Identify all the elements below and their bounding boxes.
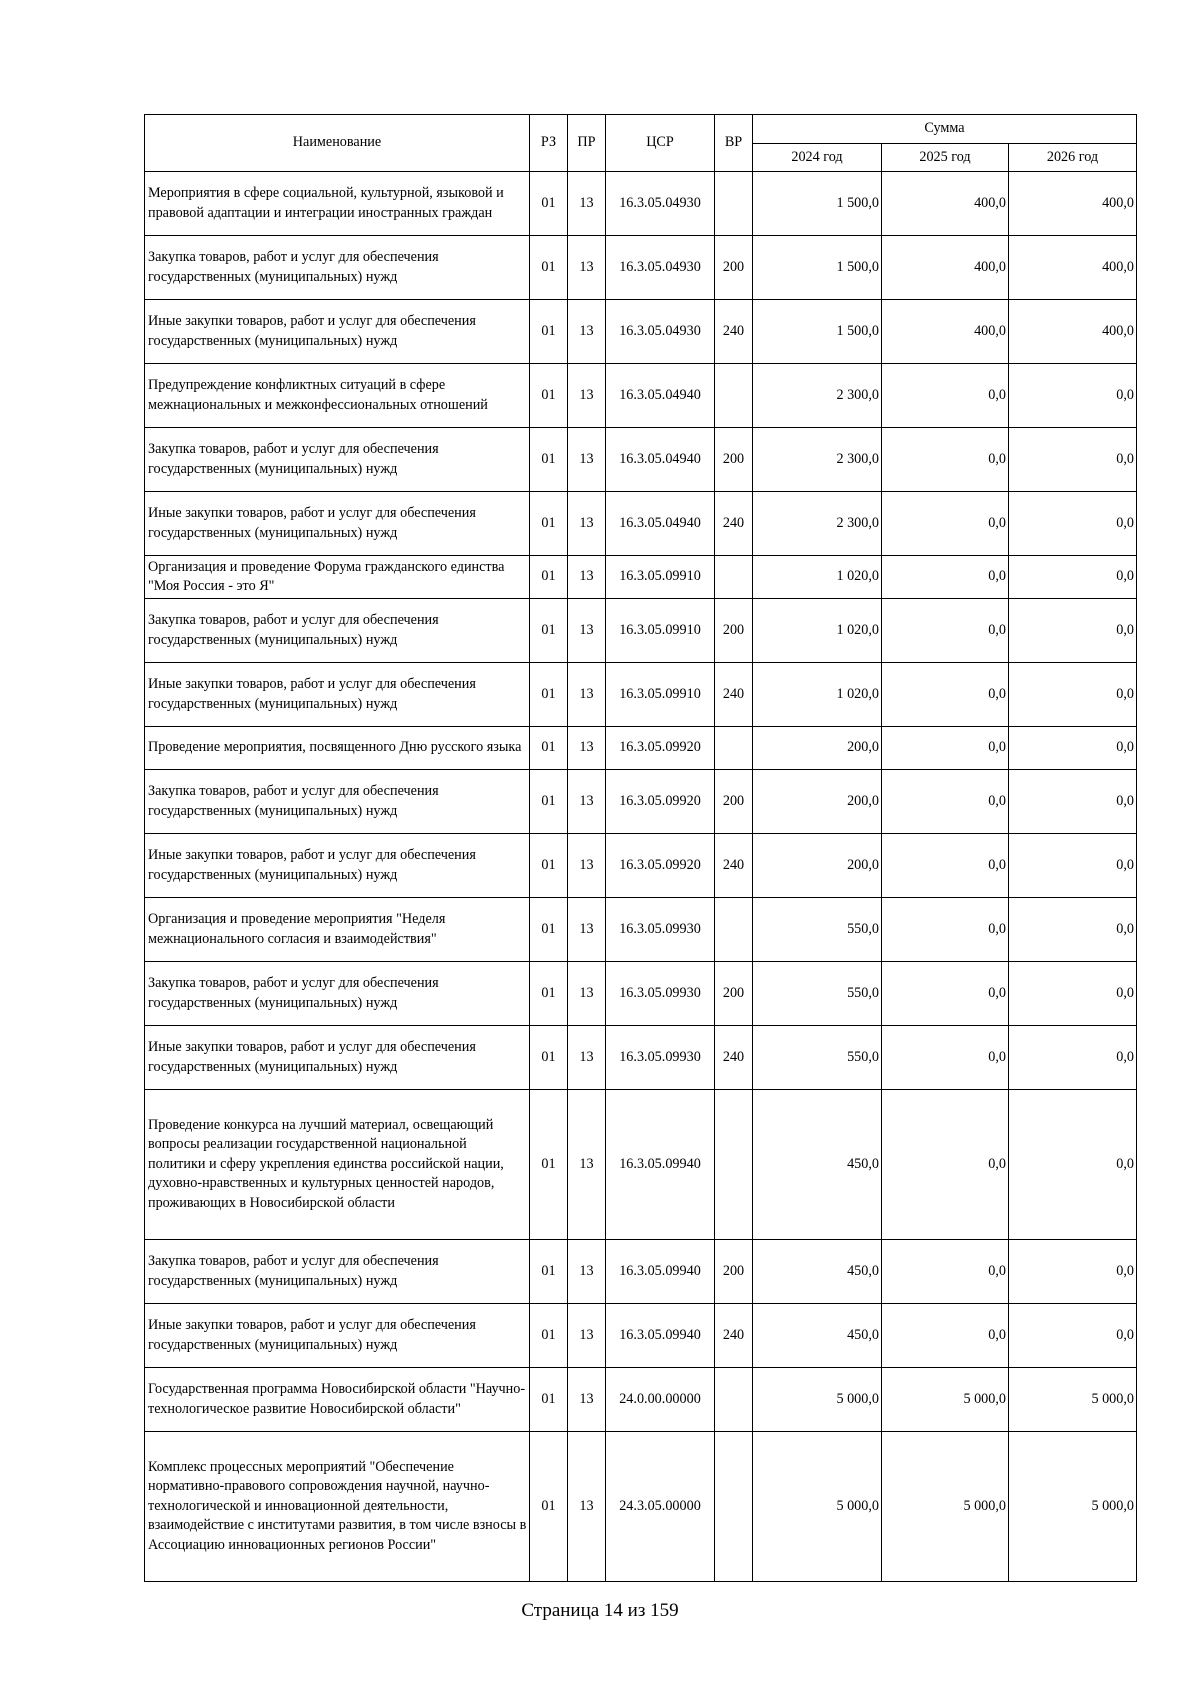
cell-2026: 0,0 — [1009, 1026, 1137, 1090]
cell-2026: 0,0 — [1009, 1090, 1137, 1240]
cell-rz: 01 — [530, 770, 568, 834]
header-2024: 2024 год — [753, 144, 882, 172]
table-body — [145, 172, 1137, 1582]
table-row — [145, 492, 1137, 556]
table-row — [145, 1026, 1137, 1090]
table-row — [145, 1368, 1137, 1432]
cell-csr: 16.3.05.04930 — [606, 172, 715, 236]
cell-pr: 13 — [568, 364, 606, 428]
cell-csr: 16.3.05.09910 — [606, 599, 715, 663]
cell-vr — [715, 1090, 753, 1240]
cell-vr: 240 — [715, 663, 753, 727]
cell-pr: 13 — [568, 727, 606, 770]
cell-2026: 0,0 — [1009, 962, 1137, 1026]
cell-name: Иные закупки товаров, работ и услуг для обеспечения государственных (муниципальных) нужд — [145, 663, 530, 727]
cell-rz: 01 — [530, 1090, 568, 1240]
cell-csr: 24.0.00.00000 — [606, 1368, 715, 1432]
cell-csr: 16.3.05.09920 — [606, 770, 715, 834]
cell-2024: 2 300,0 — [753, 364, 882, 428]
cell-2026: 0,0 — [1009, 898, 1137, 962]
cell-2026: 5 000,0 — [1009, 1432, 1137, 1582]
table-row — [145, 599, 1137, 663]
cell-rz: 01 — [530, 599, 568, 663]
cell-2026: 400,0 — [1009, 236, 1137, 300]
cell-vr — [715, 556, 753, 599]
cell-2026: 0,0 — [1009, 599, 1137, 663]
cell-vr: 240 — [715, 300, 753, 364]
cell-pr: 13 — [568, 1090, 606, 1240]
cell-2026: 0,0 — [1009, 428, 1137, 492]
cell-vr — [715, 1432, 753, 1582]
cell-2024: 1 020,0 — [753, 599, 882, 663]
header-csr: ЦСР — [606, 115, 715, 172]
cell-2026: 0,0 — [1009, 1304, 1137, 1368]
cell-vr: 200 — [715, 962, 753, 1026]
cell-rz: 01 — [530, 1368, 568, 1432]
cell-name: Закупка товаров, работ и услуг для обеспечения государственных (муниципальных) нужд — [145, 236, 530, 300]
cell-rz: 01 — [530, 172, 568, 236]
cell-2026: 0,0 — [1009, 834, 1137, 898]
cell-pr: 13 — [568, 898, 606, 962]
cell-2024: 1 020,0 — [753, 556, 882, 599]
header-vr: ВР — [715, 115, 753, 172]
table-row — [145, 172, 1137, 236]
cell-2024: 550,0 — [753, 1026, 882, 1090]
cell-csr: 16.3.05.09910 — [606, 556, 715, 599]
cell-rz: 01 — [530, 236, 568, 300]
cell-rz: 01 — [530, 1432, 568, 1582]
cell-2024: 1 020,0 — [753, 663, 882, 727]
cell-name: Комплекс процессных мероприятий "Обеспечение нормативно-правового сопровождения научной, научно-технологической и инновационной деятельности, взаимодействие с институтами развития, в том числе взносы в Ассоциацию инновационных регионов России" — [145, 1432, 530, 1582]
table-row — [145, 1432, 1137, 1582]
table-row — [145, 364, 1137, 428]
cell-name: Иные закупки товаров, работ и услуг для обеспечения государственных (муниципальных) нужд — [145, 834, 530, 898]
table-header — [145, 115, 1137, 172]
cell-2026: 400,0 — [1009, 300, 1137, 364]
cell-vr: 200 — [715, 599, 753, 663]
table-row — [145, 1304, 1137, 1368]
cell-vr — [715, 898, 753, 962]
cell-2026: 400,0 — [1009, 172, 1137, 236]
cell-pr: 13 — [568, 492, 606, 556]
cell-rz: 01 — [530, 898, 568, 962]
cell-2024: 2 300,0 — [753, 492, 882, 556]
cell-2025: 0,0 — [882, 364, 1009, 428]
cell-2024: 200,0 — [753, 834, 882, 898]
table-row — [145, 770, 1137, 834]
cell-name: Организация и проведение мероприятия "Неделя межнационального согласия и взаимодействия" — [145, 898, 530, 962]
cell-name: Закупка товаров, работ и услуг для обеспечения государственных (муниципальных) нужд — [145, 770, 530, 834]
cell-2025: 0,0 — [882, 1304, 1009, 1368]
cell-csr: 16.3.05.09910 — [606, 663, 715, 727]
table-row — [145, 300, 1137, 364]
cell-csr: 24.3.05.00000 — [606, 1432, 715, 1582]
cell-pr: 13 — [568, 770, 606, 834]
cell-rz: 01 — [530, 1240, 568, 1304]
cell-2025: 400,0 — [882, 172, 1009, 236]
cell-2024: 5 000,0 — [753, 1368, 882, 1432]
table-row — [145, 727, 1137, 770]
cell-pr: 13 — [568, 834, 606, 898]
cell-rz: 01 — [530, 492, 568, 556]
cell-2025: 0,0 — [882, 1240, 1009, 1304]
cell-csr: 16.3.05.09930 — [606, 1026, 715, 1090]
cell-csr: 16.3.05.04930 — [606, 300, 715, 364]
cell-2024: 450,0 — [753, 1090, 882, 1240]
cell-2025: 0,0 — [882, 599, 1009, 663]
cell-rz: 01 — [530, 834, 568, 898]
cell-2024: 550,0 — [753, 962, 882, 1026]
cell-vr: 200 — [715, 236, 753, 300]
header-pr: ПР — [568, 115, 606, 172]
cell-rz: 01 — [530, 300, 568, 364]
cell-pr: 13 — [568, 172, 606, 236]
cell-2024: 200,0 — [753, 770, 882, 834]
cell-vr: 200 — [715, 1240, 753, 1304]
cell-2026: 0,0 — [1009, 492, 1137, 556]
cell-csr: 16.3.05.04930 — [606, 236, 715, 300]
cell-name: Проведение конкурса на лучший материал, освещающий вопросы реализации государственной национальной политики и сферу укрепления единства российской нации, духовно-нравственных и культурных ценностей народов, проживающих в Новосибирской области — [145, 1090, 530, 1240]
cell-csr: 16.3.05.09940 — [606, 1304, 715, 1368]
cell-2026: 0,0 — [1009, 364, 1137, 428]
header-sum: Сумма — [753, 115, 1137, 144]
cell-pr: 13 — [568, 1368, 606, 1432]
cell-rz: 01 — [530, 727, 568, 770]
cell-name: Организация и проведение Форума гражданского единства "Моя Россия - это Я" — [145, 556, 530, 599]
cell-pr: 13 — [568, 1432, 606, 1582]
table-row — [145, 663, 1137, 727]
cell-2026: 0,0 — [1009, 1240, 1137, 1304]
cell-rz: 01 — [530, 663, 568, 727]
cell-vr — [715, 1368, 753, 1432]
cell-rz: 01 — [530, 364, 568, 428]
cell-2024: 1 500,0 — [753, 172, 882, 236]
cell-2025: 0,0 — [882, 898, 1009, 962]
cell-2025: 5 000,0 — [882, 1432, 1009, 1582]
cell-pr: 13 — [568, 1026, 606, 1090]
cell-2026: 0,0 — [1009, 556, 1137, 599]
cell-2025: 0,0 — [882, 727, 1009, 770]
cell-2025: 0,0 — [882, 962, 1009, 1026]
cell-pr: 13 — [568, 556, 606, 599]
budget-table — [144, 114, 1137, 1582]
cell-vr: 240 — [715, 834, 753, 898]
table-row — [145, 1090, 1137, 1240]
header-2026: 2026 год — [1009, 144, 1137, 172]
cell-name: Закупка товаров, работ и услуг для обеспечения государственных (муниципальных) нужд — [145, 1240, 530, 1304]
cell-2025: 0,0 — [882, 428, 1009, 492]
cell-2024: 200,0 — [753, 727, 882, 770]
table-row — [145, 1240, 1137, 1304]
cell-vr: 200 — [715, 770, 753, 834]
cell-2025: 0,0 — [882, 770, 1009, 834]
cell-name: Мероприятия в сфере социальной, культурной, языковой и правовой адаптации и интеграции иностранных граждан — [145, 172, 530, 236]
cell-2024: 5 000,0 — [753, 1432, 882, 1582]
cell-2026: 5 000,0 — [1009, 1368, 1137, 1432]
cell-name: Государственная программа Новосибирской области "Научно-технологическое развитие Новосибирской области" — [145, 1368, 530, 1432]
cell-2025: 0,0 — [882, 834, 1009, 898]
cell-pr: 13 — [568, 663, 606, 727]
cell-pr: 13 — [568, 1304, 606, 1368]
cell-vr: 240 — [715, 1304, 753, 1368]
cell-2025: 400,0 — [882, 300, 1009, 364]
table-row — [145, 428, 1137, 492]
cell-vr: 240 — [715, 1026, 753, 1090]
cell-vr — [715, 727, 753, 770]
cell-pr: 13 — [568, 1240, 606, 1304]
cell-pr: 13 — [568, 428, 606, 492]
cell-2026: 0,0 — [1009, 663, 1137, 727]
cell-name: Закупка товаров, работ и услуг для обеспечения государственных (муниципальных) нужд — [145, 428, 530, 492]
cell-2024: 1 500,0 — [753, 300, 882, 364]
cell-2025: 0,0 — [882, 1026, 1009, 1090]
cell-csr: 16.3.05.04940 — [606, 364, 715, 428]
cell-csr: 16.3.05.09930 — [606, 962, 715, 1026]
cell-csr: 16.3.05.09940 — [606, 1240, 715, 1304]
cell-name: Закупка товаров, работ и услуг для обеспечения государственных (муниципальных) нужд — [145, 962, 530, 1026]
cell-csr: 16.3.05.09920 — [606, 727, 715, 770]
table-row — [145, 556, 1137, 599]
cell-2024: 2 300,0 — [753, 428, 882, 492]
cell-2024: 450,0 — [753, 1304, 882, 1368]
cell-csr: 16.3.05.09930 — [606, 898, 715, 962]
header-name: Наименование — [145, 115, 530, 172]
page-number: Страница 14 из 159 — [521, 1600, 679, 1621]
header-rz: РЗ — [530, 115, 568, 172]
cell-csr: 16.3.05.09940 — [606, 1090, 715, 1240]
cell-2025: 0,0 — [882, 556, 1009, 599]
cell-name: Проведение мероприятия, посвященного Дню русского языка — [145, 727, 530, 770]
header-2025: 2025 год — [882, 144, 1009, 172]
cell-vr — [715, 364, 753, 428]
cell-name: Закупка товаров, работ и услуг для обеспечения государственных (муниципальных) нужд — [145, 599, 530, 663]
cell-name: Предупреждение конфликтных ситуаций в сфере межнациональных и межконфессиональных отношений — [145, 364, 530, 428]
table-row — [145, 898, 1137, 962]
cell-rz: 01 — [530, 1026, 568, 1090]
cell-csr: 16.3.05.04940 — [606, 428, 715, 492]
cell-2025: 0,0 — [882, 1090, 1009, 1240]
table-row — [145, 834, 1137, 898]
cell-pr: 13 — [568, 300, 606, 364]
cell-pr: 13 — [568, 236, 606, 300]
cell-2025: 0,0 — [882, 663, 1009, 727]
cell-2026: 0,0 — [1009, 727, 1137, 770]
cell-rz: 01 — [530, 556, 568, 599]
cell-2025: 5 000,0 — [882, 1368, 1009, 1432]
cell-rz: 01 — [530, 1304, 568, 1368]
cell-rz: 01 — [530, 428, 568, 492]
table-row — [145, 236, 1137, 300]
cell-vr: 240 — [715, 492, 753, 556]
cell-name: Иные закупки товаров, работ и услуг для обеспечения государственных (муниципальных) нужд — [145, 1304, 530, 1368]
cell-csr: 16.3.05.04940 — [606, 492, 715, 556]
cell-vr: 200 — [715, 428, 753, 492]
cell-name: Иные закупки товаров, работ и услуг для обеспечения государственных (муниципальных) нужд — [145, 300, 530, 364]
cell-csr: 16.3.05.09920 — [606, 834, 715, 898]
cell-vr — [715, 172, 753, 236]
cell-rz: 01 — [530, 962, 568, 1026]
cell-2024: 450,0 — [753, 1240, 882, 1304]
cell-name: Иные закупки товаров, работ и услуг для обеспечения государственных (муниципальных) нужд — [145, 1026, 530, 1090]
table-row — [145, 962, 1137, 1026]
cell-2026: 0,0 — [1009, 770, 1137, 834]
cell-2025: 400,0 — [882, 236, 1009, 300]
cell-pr: 13 — [568, 599, 606, 663]
cell-2024: 550,0 — [753, 898, 882, 962]
budget-table-container — [144, 114, 1136, 1582]
cell-2024: 1 500,0 — [753, 236, 882, 300]
cell-2025: 0,0 — [882, 492, 1009, 556]
cell-pr: 13 — [568, 962, 606, 1026]
cell-name: Иные закупки товаров, работ и услуг для обеспечения государственных (муниципальных) нужд — [145, 492, 530, 556]
